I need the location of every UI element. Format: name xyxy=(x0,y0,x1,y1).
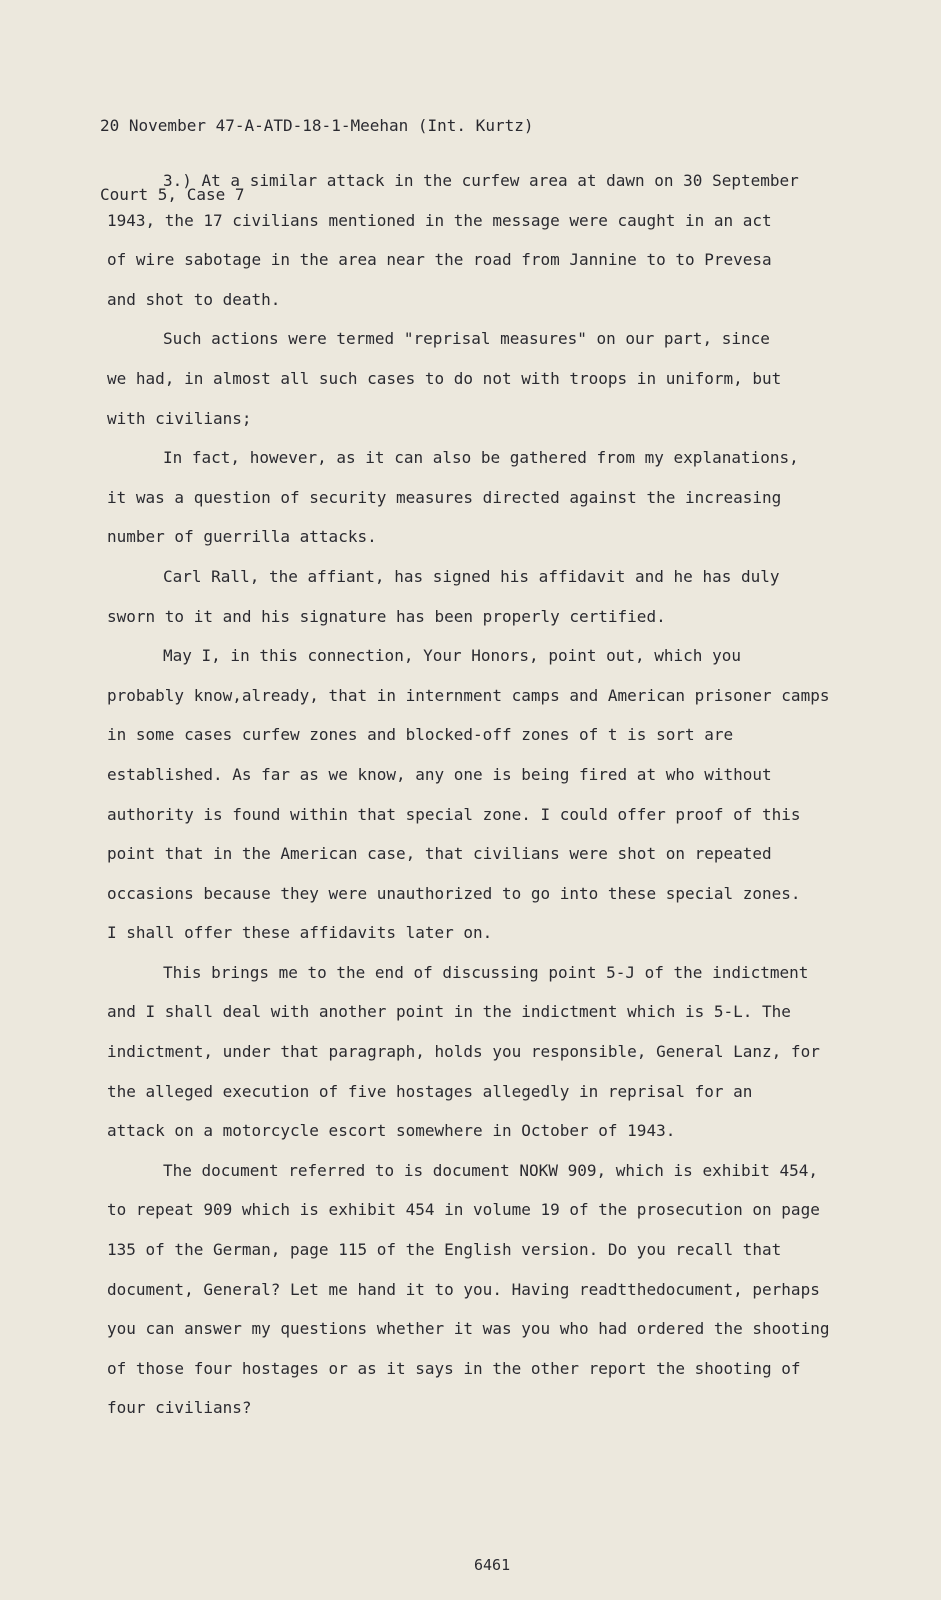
text-line: 1943, the 17 civilians mentioned in the message were caught in an act xyxy=(107,210,772,230)
text-line: May I, in this connection, Your Honors, point out, which you xyxy=(163,646,741,666)
text-line: four civilians? xyxy=(107,1398,252,1418)
text-line: sworn to it and his signature has been properly certified. xyxy=(107,606,666,626)
text-line: indictment, under that paragraph, holds you responsible, General Lanz, for xyxy=(107,1042,820,1062)
text-line: occasions because they were unauthorized to go into these special zones. xyxy=(107,883,801,903)
text-line: I shall offer these affidavits later on. xyxy=(107,923,493,943)
text-line: it was a question of security measures directed against the increasing xyxy=(107,487,782,507)
text-line: In fact, however, as it can also be gathered from my explanations, xyxy=(163,448,799,468)
document-body xyxy=(107,169,907,1436)
text-line: we had, in almost all such cases to do not with troops in uniform, but xyxy=(107,368,782,388)
text-line: with civilians; xyxy=(107,408,252,428)
text-line: The document referred to is document NOKW 909, which is exhibit 454, xyxy=(163,1160,819,1180)
header-line: 20 November 47-A-ATD-18-1-Meehan (Int. Kurtz) xyxy=(100,116,534,135)
text-line: of those four hostages or as it says in the other report the shooting of xyxy=(107,1358,801,1378)
text-line: established. As far as we know, any one is being fired at who without xyxy=(107,764,772,784)
text-line: to repeat 909 which is exhibit 454 in volume 19 of the prosecution on page xyxy=(107,1200,820,1220)
text-line: document, General? Let me hand it to you. Having readtthedocument, perhaps xyxy=(107,1279,820,1299)
text-line: 135 of the German, page 115 of the English version. Do you recall that xyxy=(107,1240,782,1260)
text-line: Such actions were termed "reprisal measures" on our part, since xyxy=(163,329,770,349)
text-line: point that in the American case, that civilians were shot on repeated xyxy=(107,844,772,864)
text-line: of wire sabotage in the area near the road from Jannine to to Prevesa xyxy=(107,250,772,270)
text-line: in some cases curfew zones and blocked-off zones of t is sort are xyxy=(107,725,734,745)
text-line: Carl Rall, the affiant, has signed his affidavit and he has duly xyxy=(163,566,780,586)
text-line: probably know,already, that in internment camps and American prisoner camps xyxy=(107,685,830,705)
page-number: 6461 xyxy=(474,1556,511,1574)
text-line: 3.) At a similar attack in the curfew area at dawn on 30 September xyxy=(163,171,799,190)
header-line: Court 5, Case 7 xyxy=(100,185,245,204)
text-line: authority is found within that special zone. I could offer proof of this xyxy=(107,804,801,824)
text-line: number of guerrilla attacks. xyxy=(107,527,377,547)
text-line: and shot to death. xyxy=(107,289,281,309)
text-line: and I shall deal with another point in the indictment which is 5-L. The xyxy=(107,1002,791,1022)
text-line: attack on a motorcycle escort somewhere in October of 1943. xyxy=(107,1121,676,1141)
text-line: the alleged execution of five hostages allegedly in reprisal for an xyxy=(107,1081,753,1101)
text-line: you can answer my questions whether it was you who had ordered the shooting xyxy=(107,1319,830,1339)
text-line: This brings me to the end of discussing point 5-J of the indictment xyxy=(163,962,809,982)
